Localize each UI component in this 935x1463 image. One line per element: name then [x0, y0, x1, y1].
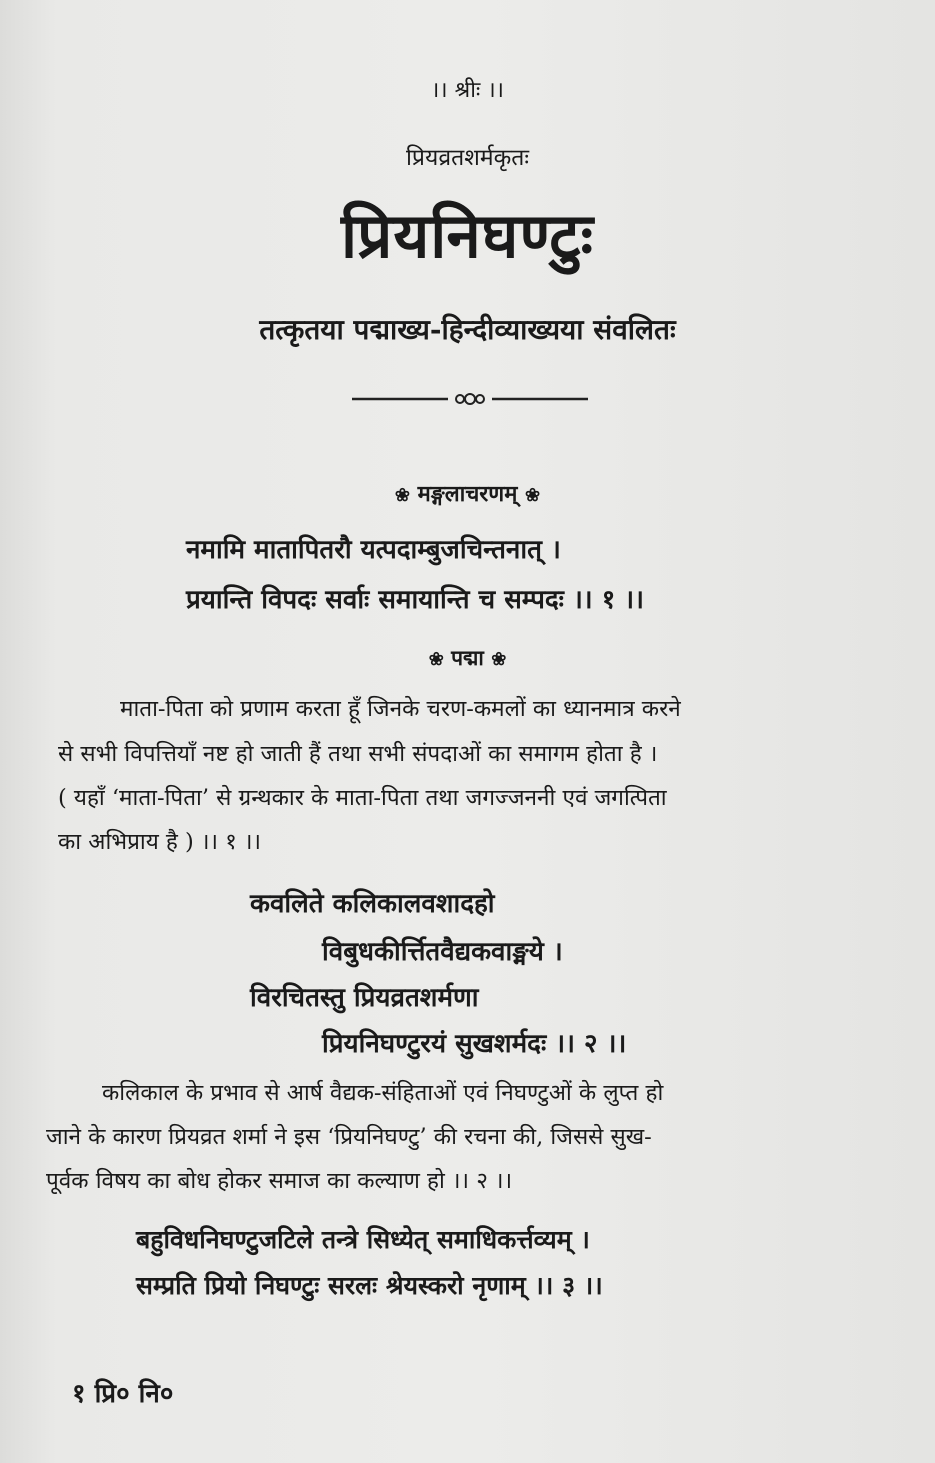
verse-2-line-2: विबुधकीर्त्तितवैद्यकवाङ्मये । [322, 937, 563, 967]
verse-2-line-3: विरचितस्तु प्रियव्रतशर्मणा [250, 983, 479, 1013]
folio-signature: १ प्रि० नि० [72, 1379, 174, 1409]
subtitle: तत्कृतया पद्माख्य-हिन्दीव्याख्यया संवलितः [259, 313, 676, 346]
flower-ornament-icon: ❀ [428, 649, 444, 670]
flower-ornament-icon: ❀ [394, 485, 410, 506]
commentary-1-line-2: से सभी विपत्तियाँ नष्ट हो जाती हैं तथा सभी संपदाओं का समागम होता है । [58, 741, 658, 767]
author-line: प्रियव्रतशर्मकृतः [405, 145, 530, 171]
commentary-2-line-1: कलिकाल के प्रभाव से आर्ष वैद्यक-संहिताओं एवं निघण्टुओं के लुप्त हो [102, 1080, 664, 1106]
page-title: प्रियनिघण्टुः [341, 199, 594, 272]
padma-label: पद्मा [451, 645, 484, 670]
flower-ornament-icon: ❀ [491, 649, 507, 670]
divider-ornament-icon [352, 388, 588, 410]
commentary-2-line-2: जाने के कारण प्रियव्रत शर्मा ने इस ‘प्रियनिघण्टु’ की रचना की, जिससे सुख- [46, 1124, 652, 1150]
verse-3-line-2: सम्प्रति प्रियो निघण्टुः सरलः श्रेयस्करो नृणाम् ।। ३ ।। [136, 1271, 603, 1300]
flower-ornament-icon: ❀ [525, 485, 541, 506]
padma-heading [0, 644, 935, 672]
commentary-1-line-4: का अभिप्राय है ) ।। १ ।। [58, 829, 262, 855]
verse-3-line-1: बहुविधनिघण्टुजटिले तन्त्रे सिध्येत् समाधिकर्त्तव्यम् । [136, 1225, 590, 1254]
commentary-1-line-1: माता-पिता को प्रणाम करता हूँ जिनके चरण-कमलों का ध्यानमात्र करने [120, 696, 681, 722]
verse-1-line-1: नमामि मातापितरौ यत्पदाम्बुजचिन्तनात् । [186, 535, 561, 565]
commentary-1-line-3: ( यहाँ ‘माता-पिता’ से ग्रन्थकार के माता-पिता तथा जगज्जननी एवं जगत्पिता [58, 785, 667, 811]
mangalacharanam-label: मङ्गलाचरणम् [417, 481, 518, 507]
verse-2-line-4: प्रियनिघण्टुरयं सुखशर्मदः ।। २ ।। [322, 1029, 627, 1059]
commentary-2-line-3: पूर्वक विषय का बोध होकर समाज का कल्याण हो ।। २ ।। [46, 1168, 513, 1194]
invocation: ।। श्रीः ।। [430, 78, 505, 103]
verse-2-line-1: कवलिते कलिकालवशादहो [250, 889, 495, 919]
mangalacharanam-heading [0, 478, 935, 508]
verse-1-line-2: प्रयान्ति विपदः सर्वाः समायान्ति च सम्पदः ।। १ ।। [186, 585, 644, 615]
